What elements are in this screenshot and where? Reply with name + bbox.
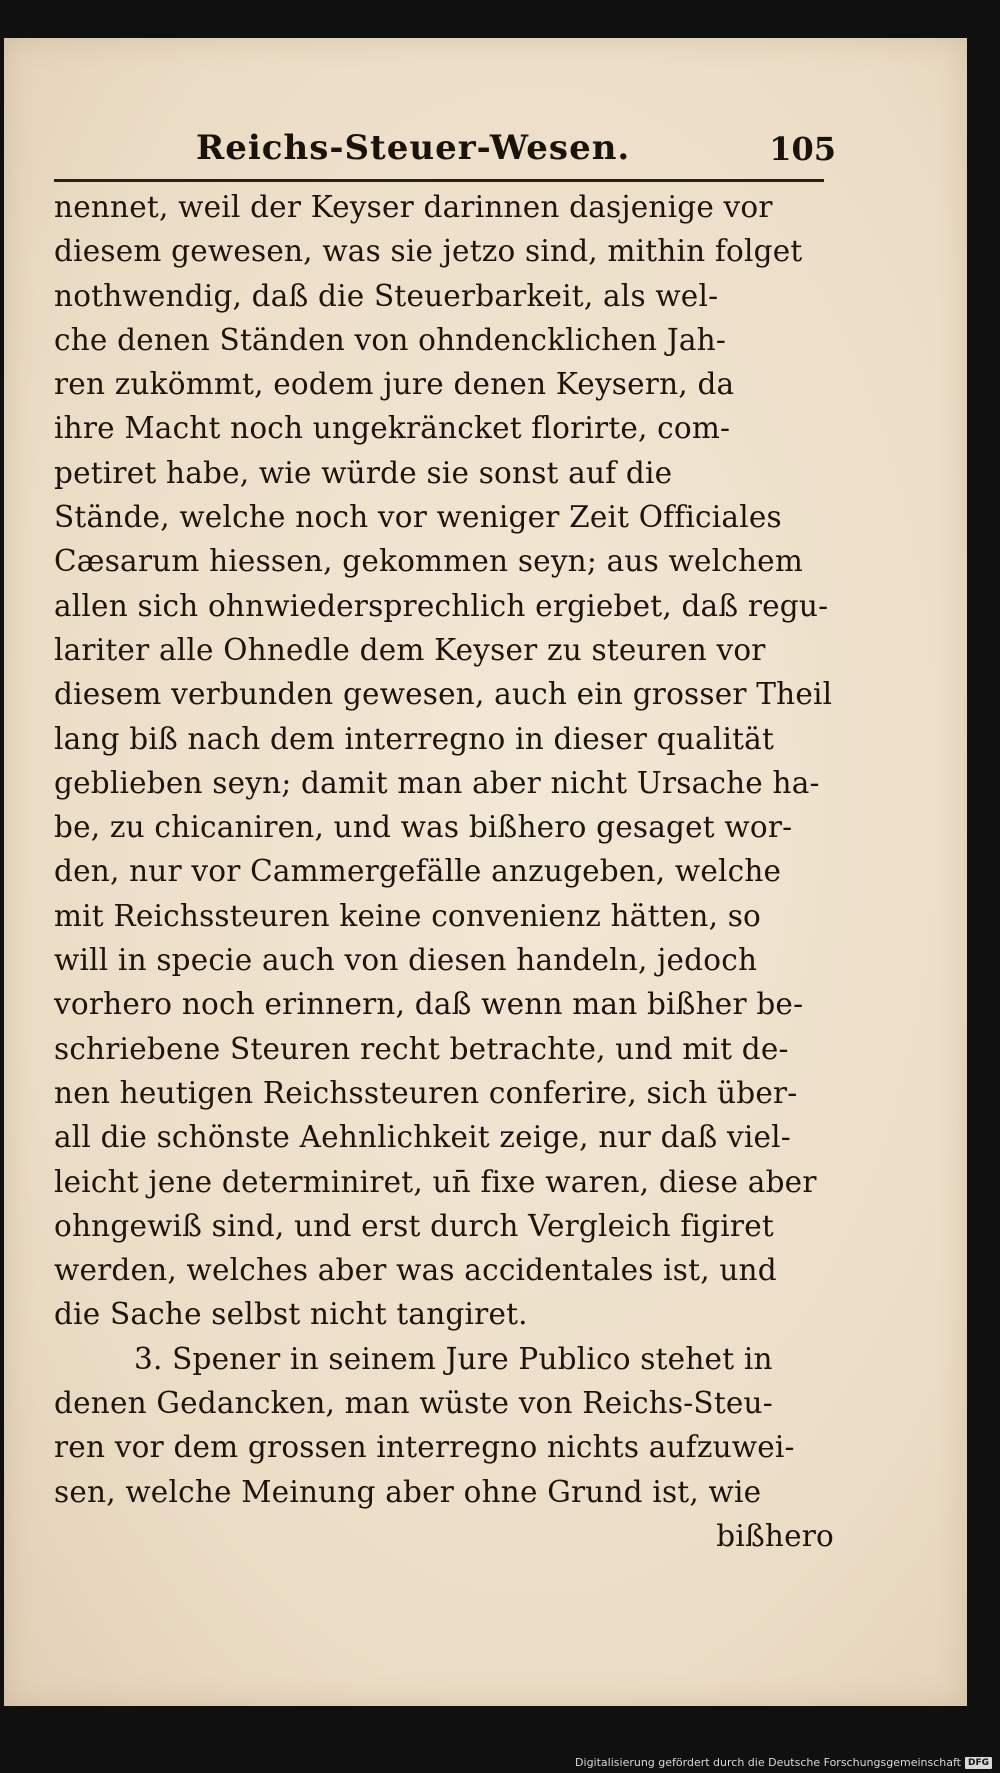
text-line: diesem gewesen, was sie jetzo sind, mithin folget [54,234,803,269]
text-line: ohngewiß sind, und erst durch Vergleich figiret [54,1208,774,1243]
paragraph-start-line: 3. Spener in seinem Jure Publico stehet in [134,1341,773,1376]
text-line: all die schönste Aehnlichkeit zeige, nur daß viel- [54,1120,791,1155]
text-line: leicht jene determiniret, un̄ fixe waren, diese aber [54,1164,817,1199]
text-line: lang biß nach dem interregno in dieser qualität [54,721,774,756]
text-line: geblieben seyn; damit man aber nicht Ursache ha- [54,765,820,800]
dfg-logo: DFG [965,1757,992,1769]
catchword: bißhero [716,1518,834,1553]
text-line: ren zukömmt, eodem jure denen Keysern, da [54,367,735,402]
text-line: lariter alle Ohnedle dem Keyser zu steuren vor [54,632,766,667]
running-title: Reichs-Steuer-Wesen. [196,128,631,168]
text-line: schriebene Steuren recht betrachte, und mit de- [54,1031,789,1066]
text-line: allen sich ohnwiedersprechlich ergiebet, daß regu- [54,588,829,623]
text-line: sen, welche Meinung aber ohne Grund ist, wie [54,1474,762,1509]
body-text [54,185,834,1558]
text-line: ren vor dem grossen interregno nichts aufzuwei- [54,1430,795,1465]
text-line: den, nur vor Cammergefälle anzugeben, welche [54,854,782,889]
text-line: will in specie auch von diesen handeln, jedoch [54,943,758,978]
text-line: denen Gedancken, man wüste von Reichs-Steu- [54,1386,773,1421]
text-line: die Sache selbst nicht tangiret. [54,1297,528,1332]
page-number: 105 [769,130,836,168]
text-line: che denen Ständen von ohndencklichen Jah- [54,322,727,357]
text-line: werden, welches aber was accidentales ist, und [54,1253,777,1288]
text-line: diesem verbunden gewesen, auch ein grosser Theil [54,677,833,712]
text-line: nen heutigen Reichssteuren conferire, sich über- [54,1075,798,1110]
running-head [196,128,836,178]
text-line: petiret habe, wie würde sie sonst auf die [54,455,673,490]
text-line: mit Reichssteuren keine convenienz hätten, so [54,898,762,933]
credit-text: Digitalisierung gefördert durch die Deutsche Forschungsgemeinschaft [575,1756,961,1769]
text-line: Stände, welche noch vor weniger Zeit Officiales [54,500,782,535]
digitization-credit [575,1756,992,1769]
header-rule [54,179,824,182]
text-line: ihre Macht noch ungekräncket florirte, com- [54,411,731,446]
text-line: Cæsarum hiessen, gekommen seyn; aus welchem [54,544,803,579]
text-line: vorhero noch erinnern, daß wenn man bißher be- [54,987,804,1022]
text-line: nothwendig, daß die Steuerbarkeit, als wel- [54,278,719,313]
text-line: be, zu chicaniren, und was bißhero gesaget wor- [54,810,793,845]
text-line: nennet, weil der Keyser darinnen dasjenige vor [54,190,773,224]
